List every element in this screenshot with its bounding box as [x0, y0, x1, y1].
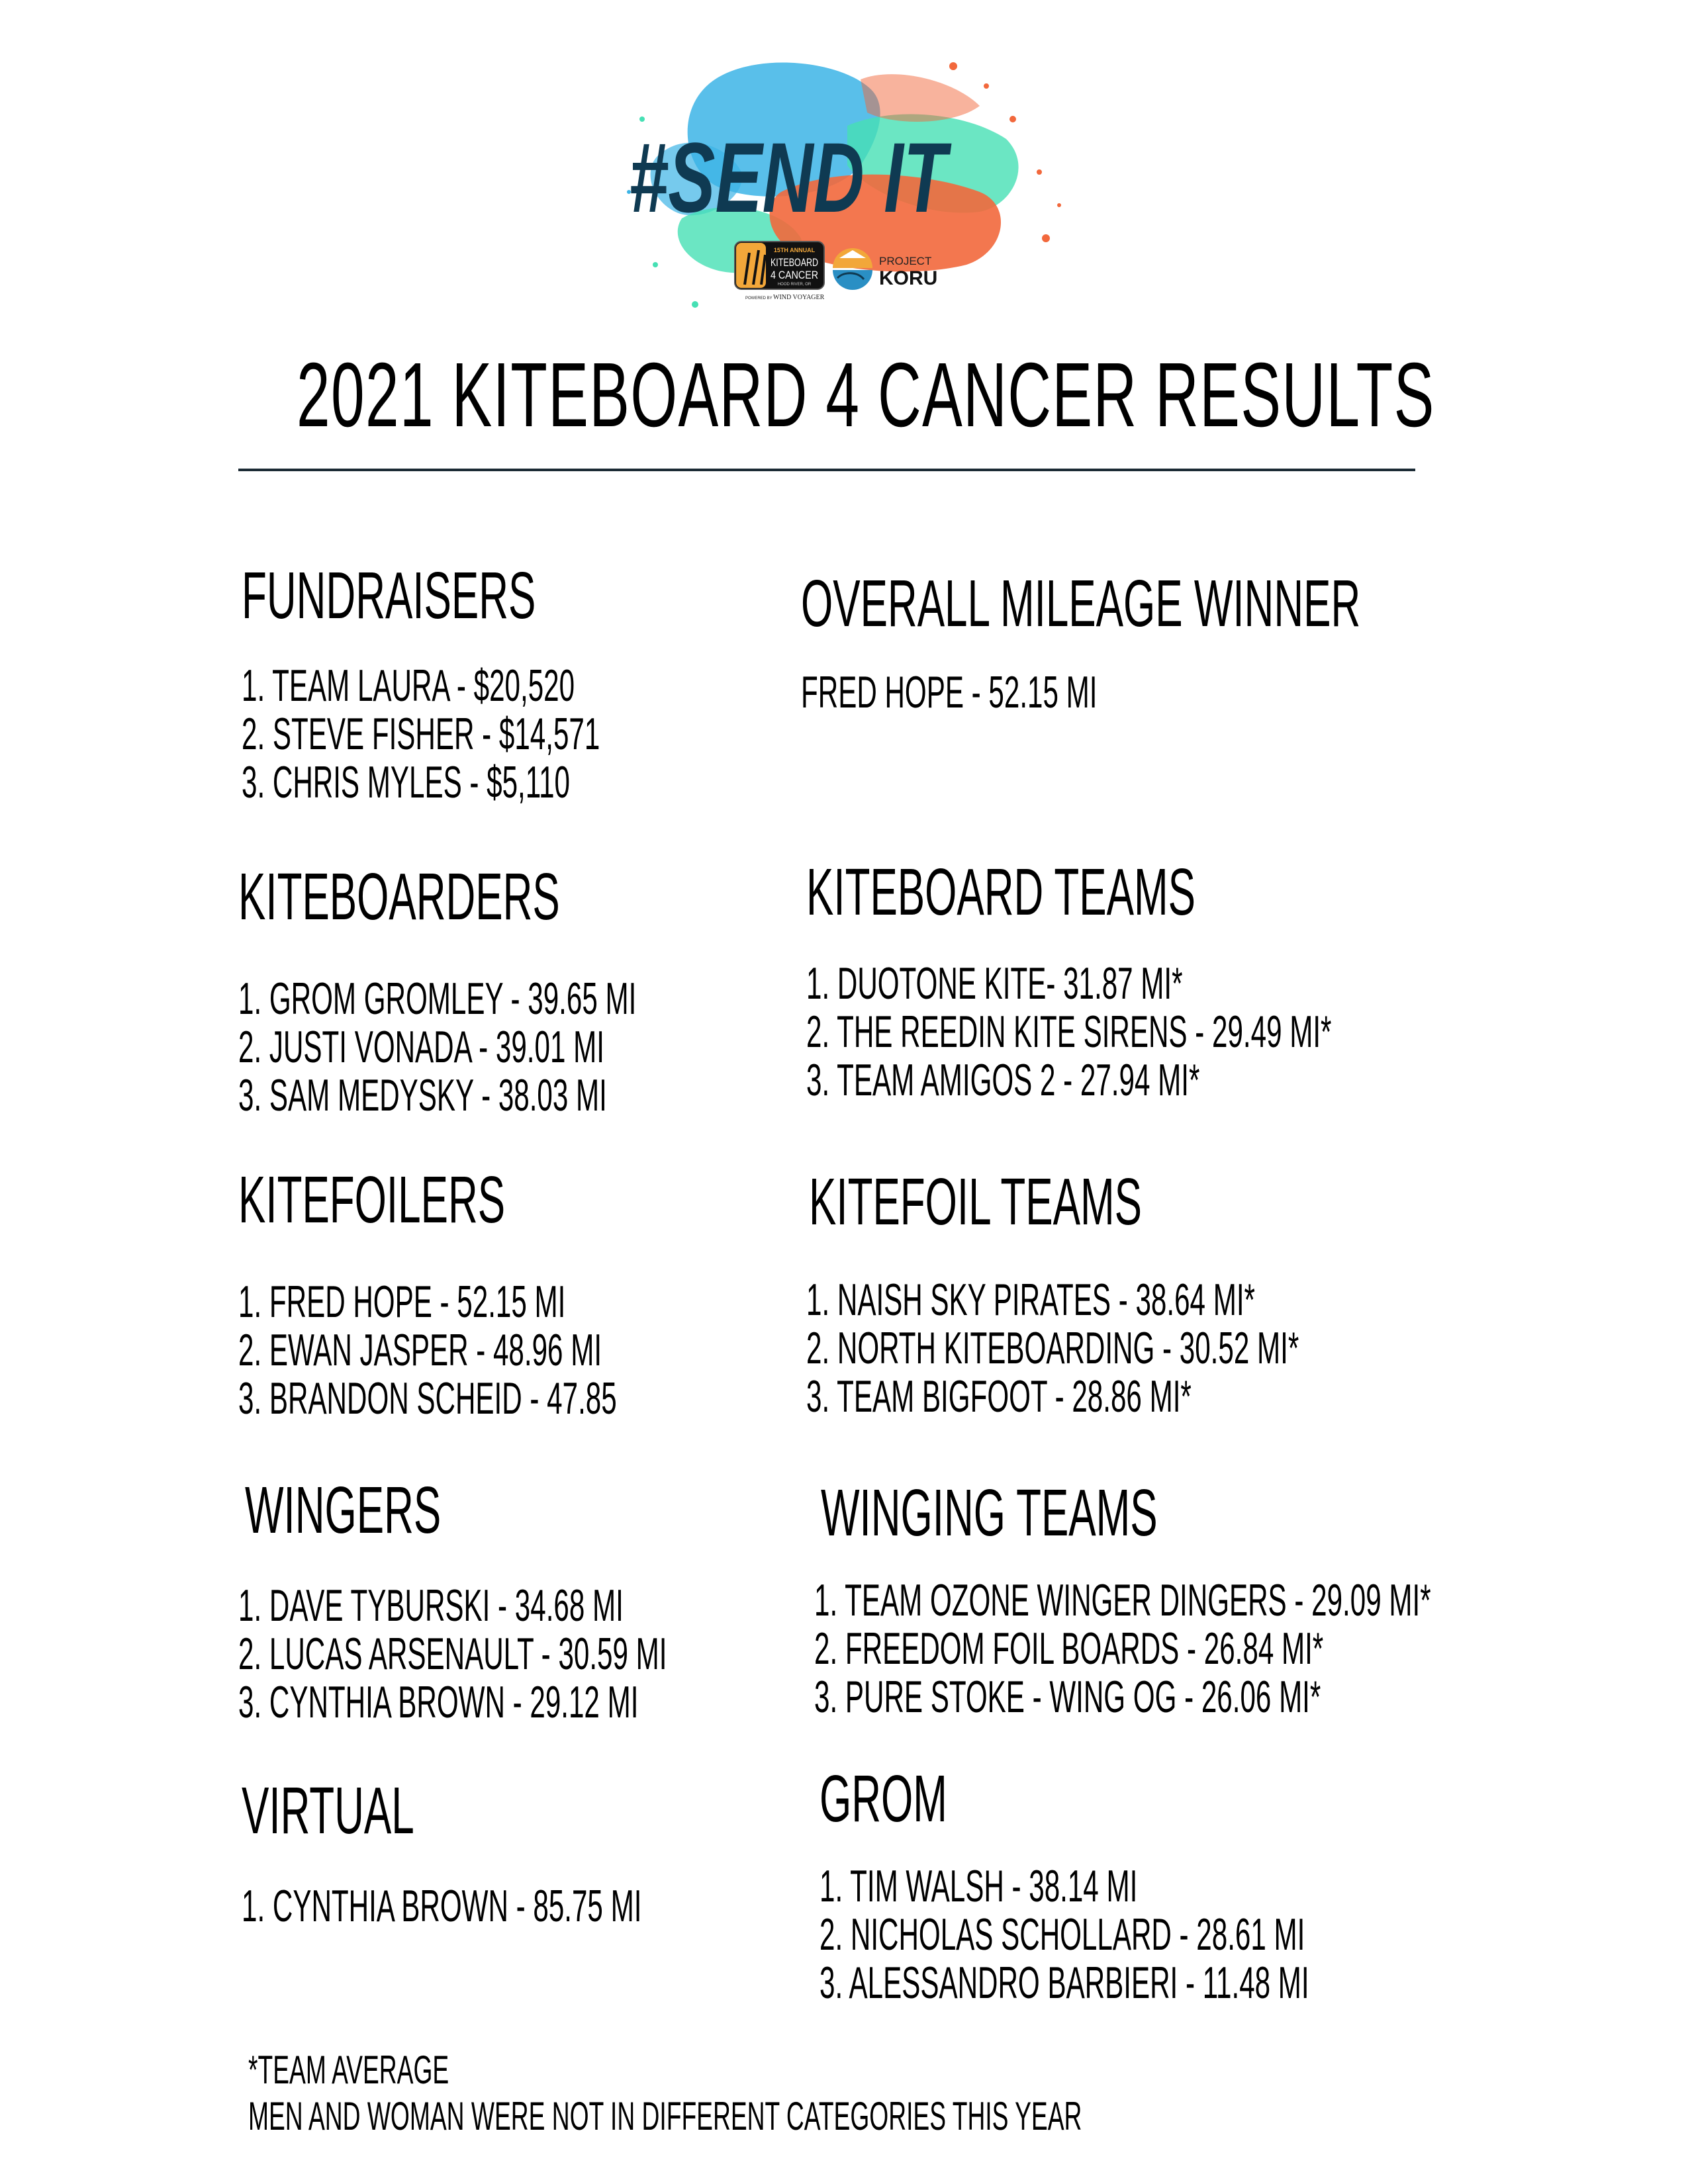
- list-item: 2. NORTH KITEBOARDING - 30.52 MI*: [806, 1323, 1299, 1373]
- list-item: 3. PURE STOKE - WING OG - 26.06 MI*: [814, 1672, 1321, 1722]
- section-heading: KITEBOARDERS: [238, 860, 560, 934]
- section-winging-teams: [814, 1476, 1688, 1722]
- section-heading: FUNDRAISERS: [242, 559, 536, 633]
- project-label: PROJECT: [879, 255, 932, 267]
- section-kiteboard-teams: [806, 855, 1654, 1105]
- list-item: 2. NICHOLAS SCHOLLARD - 28.61 MI: [820, 1909, 1305, 1960]
- title-divider: [238, 469, 1415, 471]
- section-heading: KITEFOILERS: [238, 1163, 506, 1237]
- list-item: 2. THE REEDIN KITE SIRENS - 29.49 MI*: [806, 1007, 1332, 1057]
- list-item: 3. CYNTHIA BROWN - 29.12 MI: [238, 1677, 639, 1727]
- list-item: 1. TIM WALSH - 38.14 MI: [820, 1861, 1138, 1911]
- section-heading: KITEFOIL TEAMS: [809, 1165, 1142, 1239]
- section-kitefoilers: [238, 1163, 849, 1424]
- section-grom: [820, 1762, 1609, 2008]
- list-item: 1. TEAM LAURA - $20,520: [242, 660, 575, 711]
- list-item: 3. BRANDON SCHEID - 47.85: [238, 1373, 617, 1424]
- list-item: 1. FRED HOPE - 52.15 MI: [238, 1277, 566, 1327]
- send-it-logo: [583, 40, 1112, 324]
- list-item: 1. DUOTONE KITE- 31.87 MI*: [806, 958, 1183, 1009]
- svg-text:KITEBOARD: KITEBOARD: [771, 256, 818, 269]
- list-item: FRED HOPE - 52.15 MI: [801, 667, 1098, 717]
- footnote-team-average: *TEAM AVERAGE: [248, 2048, 449, 2092]
- list-item: 1. TEAM OZONE WINGER DINGERS - 29.09 MI*: [814, 1575, 1431, 1625]
- list-item: 1. DAVE TYBURSKI - 34.68 MI: [238, 1580, 624, 1631]
- wind-voyager-label: WIND VOYAGER: [773, 294, 825, 301]
- list-item: 3. CHRIS MYLES - $5,110: [242, 757, 570, 807]
- section-overall-mileage-winner: [801, 567, 1688, 717]
- kiteboard-4-cancer-badge: [735, 242, 824, 289]
- list-item: 2. LUCAS ARSENAULT - 30.59 MI: [238, 1629, 667, 1679]
- section-heading: KITEBOARD TEAMS: [806, 855, 1196, 929]
- svg-text:HOOD RIVER, OR: HOOD RIVER, OR: [777, 283, 812, 287]
- list-item: 3. TEAM BIGFOOT - 28.86 MI*: [806, 1371, 1192, 1422]
- footnote-categories: MEN AND WOMAN WERE NOT IN DIFFERENT CATEGORIES THIS YEAR: [248, 2094, 1082, 2138]
- list-item: 2. JUSTI VONADA - 39.01 MI: [238, 1022, 604, 1072]
- list-item: 3. SAM MEDYSKY - 38.03 MI: [238, 1070, 607, 1120]
- section-kitefoil-teams: [806, 1165, 1601, 1422]
- section-heading: VIRTUAL: [242, 1774, 414, 1848]
- list-item: 1. CYNTHIA BROWN - 85.75 MI: [242, 1881, 642, 1931]
- powered-by-label: POWERED BY: [745, 296, 773, 300]
- list-item: 2. FREEDOM FOIL BOARDS - 26.84 MI*: [814, 1623, 1324, 1674]
- list-item: 3. ALESSANDRO BARBIERI - 11.48 MI: [820, 1958, 1309, 2008]
- send-it-wordmark: #SEND IT: [629, 122, 953, 233]
- page-title: 2021 KITEBOARD 4 CANCER RESULTS: [297, 344, 1435, 446]
- section-fundraisers: [242, 559, 820, 807]
- list-item: 2. STEVE FISHER - $14,571: [242, 709, 600, 759]
- section-heading: OVERALL MILEAGE WINNER: [801, 567, 1361, 641]
- list-item: 3. TEAM AMIGOS 2 - 27.94 MI*: [806, 1055, 1200, 1105]
- section-virtual: [242, 1774, 887, 1931]
- section-heading: GROM: [820, 1762, 947, 1836]
- svg-text:4 CANCER: 4 CANCER: [771, 269, 818, 281]
- svg-text:15TH ANNUAL: 15TH ANNUAL: [773, 247, 816, 253]
- koru-label: KORU: [879, 267, 938, 289]
- section-kiteboarders: [238, 860, 880, 1120]
- list-item: 1. NAISH SKY PIRATES - 38.64 MI*: [806, 1275, 1255, 1325]
- list-item: 1. GROM GROMLEY - 39.65 MI: [238, 974, 637, 1024]
- section-heading: WINGING TEAMS: [821, 1476, 1158, 1550]
- list-item: 2. EWAN JASPER - 48.96 MI: [238, 1325, 602, 1375]
- section-heading: WINGERS: [245, 1473, 442, 1547]
